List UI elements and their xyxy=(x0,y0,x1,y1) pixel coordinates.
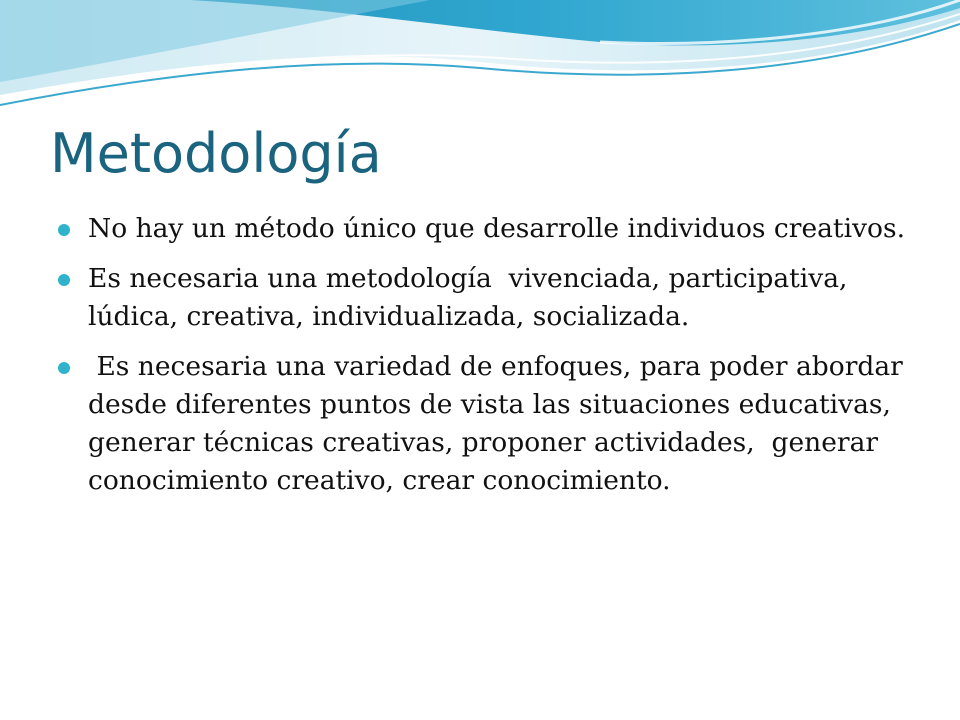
bullet-dot-icon xyxy=(58,274,70,286)
bullet-item xyxy=(58,210,918,248)
header-wave-decoration xyxy=(0,0,960,120)
bullet-item xyxy=(58,260,918,336)
slide-title: Metodología xyxy=(50,122,382,185)
bullet-text: No hay un método único que desarrolle individuos creativos. xyxy=(88,213,905,244)
bullet-text: Es necesaria una metodología vivenciada, participativa, lúdica, creativa, individualizada, socializada. xyxy=(88,263,856,332)
bullet-dot-icon xyxy=(58,362,70,374)
bullet-list xyxy=(58,210,918,512)
bullet-item xyxy=(58,348,918,500)
bullet-text: Es necesaria una variedad de enfoques, para poder abordar desde diferentes puntos de vista las situaciones educativas, generar técnicas creativas, proponer actividades, generar conocimiento creativo, crear conocimiento. xyxy=(88,351,912,496)
bullet-dot-icon xyxy=(58,224,70,236)
